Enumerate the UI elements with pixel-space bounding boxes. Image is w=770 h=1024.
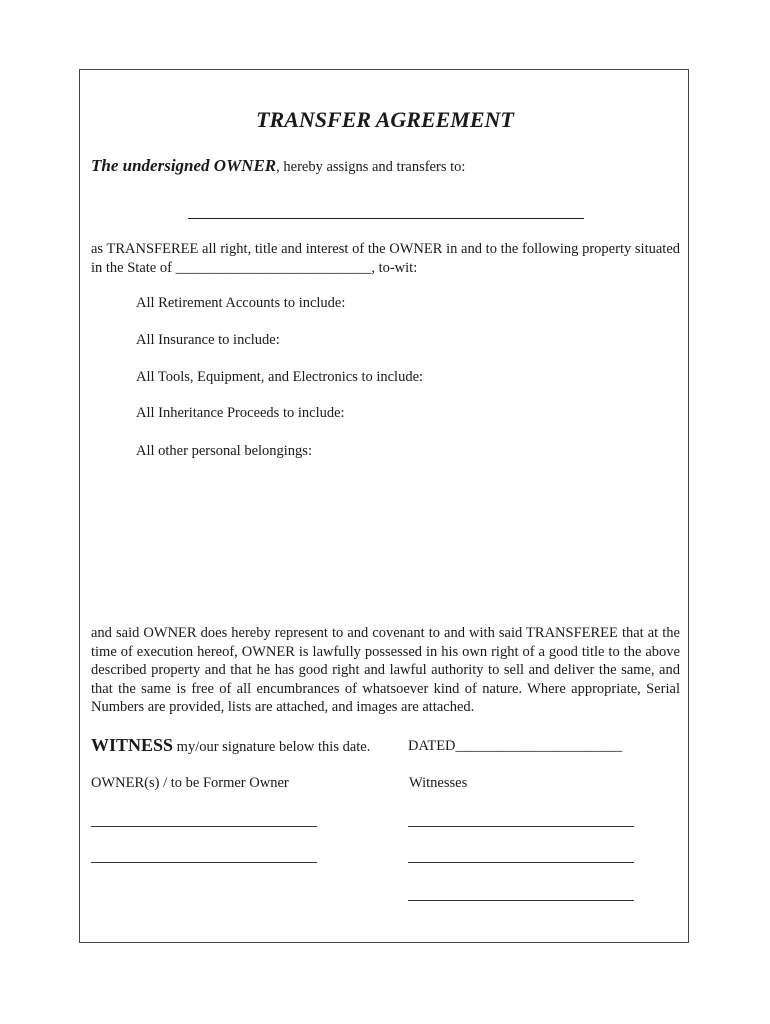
item-tools-equipment: All Tools, Equipment, and Electronics to include:	[136, 369, 424, 385]
property-paragraph: as TRANSFEREE all right, title and interest of the OWNER in and to the following property situated in the State of ___________________________, to-wit:	[91, 241, 680, 276]
witness-signature-line-3[interactable]	[408, 900, 634, 901]
transferee-name-line[interactable]	[188, 218, 584, 219]
intro-line	[91, 156, 465, 176]
covenant-paragraph: and said OWNER does hereby represent to and covenant to and with said TRANSFEREE that at the time of execution hereof, OWNER is lawfully possessed in his own right of a good title to the above described property and that he has good right and lawful authority to sell and deliver the same, and that the same is free of all encumbrances of whatsoever kind of nature. Where appropriate, Serial Numbers are provided, lists are attached, and images are attached.	[91, 625, 680, 716]
witness-rest: my/our signature below this date.	[173, 739, 371, 755]
document-title: TRANSFER AGREEMENT	[256, 107, 514, 132]
item-personal-belongings: All other personal belongings:	[136, 443, 312, 459]
owner-signature-line-1[interactable]	[91, 826, 317, 827]
witness-word: WITNESS	[91, 735, 174, 755]
witness-statement	[91, 735, 370, 756]
owner-label: OWNER(s) / to be Former Owner	[91, 775, 289, 791]
dated-field[interactable]: DATED_______________________	[408, 738, 623, 754]
owner-signature-line-2[interactable]	[91, 862, 317, 863]
witness-signature-line-2[interactable]	[408, 862, 634, 863]
item-retirement-accounts: All Retirement Accounts to include:	[136, 295, 346, 311]
item-insurance: All Insurance to include:	[136, 332, 280, 348]
intro-rest: , hereby assigns and transfers to:	[276, 159, 466, 175]
item-inheritance: All Inheritance Proceeds to include:	[136, 405, 345, 421]
document-border	[79, 69, 689, 943]
witnesses-label: Witnesses	[409, 775, 468, 791]
intro-lead: The undersigned OWNER	[91, 156, 277, 175]
witness-signature-line-1[interactable]	[408, 826, 634, 827]
